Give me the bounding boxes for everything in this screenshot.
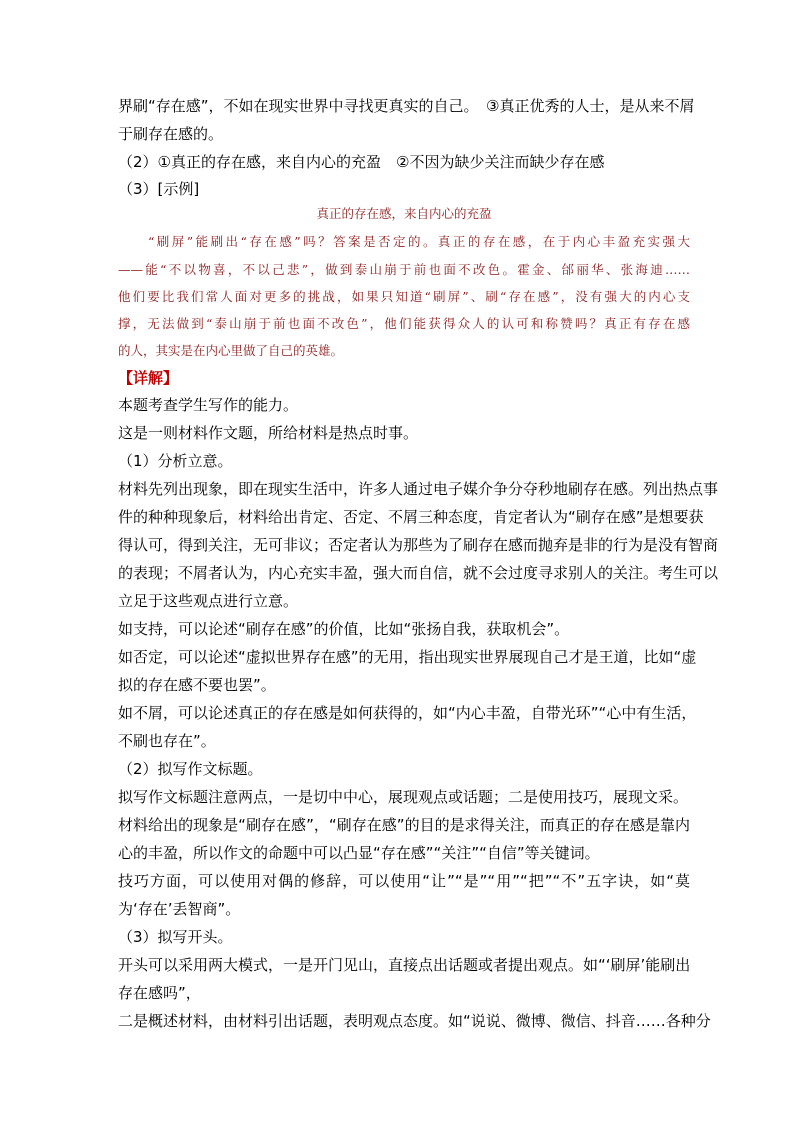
detail-line: 这是一则材料作文题，所给材料是热点时事。	[118, 424, 419, 442]
detail-line: 拟写作文标题注意两点，一是切中中心，展现观点或话题；二是使用技巧，展现文采。	[118, 788, 689, 806]
detail-line: 心的丰盈，所以作文的命题中可以凸显“存在感”“关注”“自信”等关键词。	[118, 844, 600, 862]
example-line: 他们要比我们常人面对更多的挑战，如果只知道“刷屏”、刷“存在感”，没有强大的内心支	[118, 289, 690, 304]
detail-line: 的表现；不屑者认为，内心充实丰盈，强大而自信，就不会过度寻求别人的关注。考生可以	[118, 564, 719, 582]
answer-line-2: 于刷存在感的。	[118, 125, 224, 143]
detail-line: 本题考查学生写作的能力。	[118, 396, 299, 414]
detail-line: （1）分析立意。	[118, 452, 233, 470]
answer-line-4: （3）[示例]	[118, 180, 200, 198]
detail-line: 二是概述材料，由材料引出话题，表明观点态度。如“说说、微博、微信、抖音……各种分	[118, 1012, 711, 1030]
answer-line-1: 界刷“存在感”，不如在现实世界中寻找更真实的自己。 ③真正优秀的人士，是从来不屑	[118, 97, 695, 115]
example-line: 的人，其实是在内心里做了自己的英雄。	[118, 343, 344, 358]
detail-line: 立足于这些观点进行立意。	[118, 592, 299, 610]
example-line: ——能“不以物喜，不以己悲”，做到泰山崩于前也面不改色。霍金、邰丽华、张海迪……	[118, 262, 690, 277]
detail-line: 为‘存在’丢智商”。	[118, 900, 241, 918]
detail-line: 件的种种现象后，材料给出肯定、否定、不屑三种态度，肯定者认为“刷存在感”是想要获	[118, 508, 704, 526]
example-line: 撑，无法做到“泰山崩于前也面不改色”，他们能获得众人的认可和称赞吗？真正有存在感	[118, 316, 690, 331]
detail-line: 如不屑，可以论述真正的存在感是如何获得的，如“内心丰盈，自带光环”“心中有生活，	[118, 704, 697, 722]
detail-line: 材料给出的现象是“刷存在感”，“刷存在感”的目的是求得关注，而真正的存在感是靠内	[118, 816, 690, 834]
detail-line: 如支持，可以论述“刷存在感”的价值，比如“张扬自我，获取机会”。	[118, 620, 570, 638]
detail-line: 不刷也存在”。	[118, 732, 216, 750]
example-title: 真正的存在感，来自内心的充盈	[316, 206, 492, 221]
detail-line: 存在感吗”，	[118, 984, 201, 1002]
detail-line: 拟的存在感不要也罢”。	[118, 676, 276, 694]
example-line: “刷屏”能刷出“存在感”吗？答案是否定的。真正的存在感，在于内心丰盈充实强大	[118, 234, 690, 249]
detail-line: 材料先列出现象，即在现实生活中，许多人通过电子媒介争分夺秒地刷存在感。列出热点事	[118, 480, 719, 498]
detail-line: 得认可，得到关注，无可非议；否定者认为那些为了刷存在感而抛弃是非的行为是没有智商	[118, 536, 719, 554]
detail-line: 技巧方面，可以使用对偶的修辞，可以使用“让”“是”“用”“把”“不”五字诀，如“莫	[118, 872, 690, 890]
detail-line: （2）拟写作文标题。	[118, 760, 263, 778]
answer-line-3: （2）①真正的存在感，来自内心的充盈 ②不因为缺少关注而缺少存在感	[118, 153, 605, 171]
detail-heading: 【详解】	[118, 369, 179, 387]
detail-line: 开头可以采用两大模式，一是开门见山，直接点出话题或者提出观点。如“‘刷屏’能刷出	[118, 956, 691, 974]
detail-line: （3）拟写开头。	[118, 928, 233, 946]
detail-line: 如否定，可以论述“虚拟世界存在感”的无用，指出现实世界展现自己才是王道，比如“虚	[118, 648, 697, 666]
